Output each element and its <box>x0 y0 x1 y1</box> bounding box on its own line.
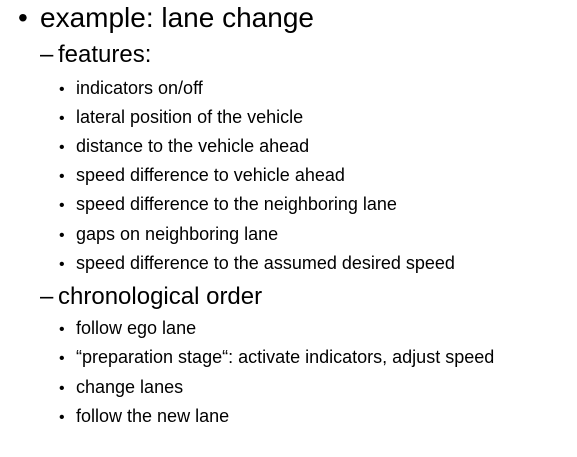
dash-glyph: – <box>40 283 54 310</box>
main-bullet <box>18 0 314 36</box>
section-heading-features: – features: <box>40 41 152 68</box>
list-item: • speed difference to vehicle ahead <box>59 165 345 185</box>
list-item: • speed difference to the assumed desired speed <box>59 253 455 273</box>
list-item: • distance to the vehicle ahead <box>59 136 310 156</box>
list-item: • gaps on neighboring lane <box>59 224 279 244</box>
list-item: • “preparation stage“: activate indicators, adjust speed <box>59 347 495 367</box>
list-item: • indicators on/off <box>59 78 203 98</box>
section-heading-chronological-order: – chronological order <box>40 283 263 310</box>
dash-glyph: – <box>40 41 54 68</box>
bullet-glyph: • <box>18 2 28 33</box>
list-item: • follow ego lane <box>59 318 197 338</box>
list-item: • change lanes <box>59 377 184 397</box>
list-item: • follow the new lane <box>59 406 230 426</box>
list-item: • lateral position of the vehicle <box>59 107 304 127</box>
main-bullet-text: example: lane change <box>40 2 314 33</box>
list-item: • speed difference to the neighboring lane <box>59 194 397 214</box>
